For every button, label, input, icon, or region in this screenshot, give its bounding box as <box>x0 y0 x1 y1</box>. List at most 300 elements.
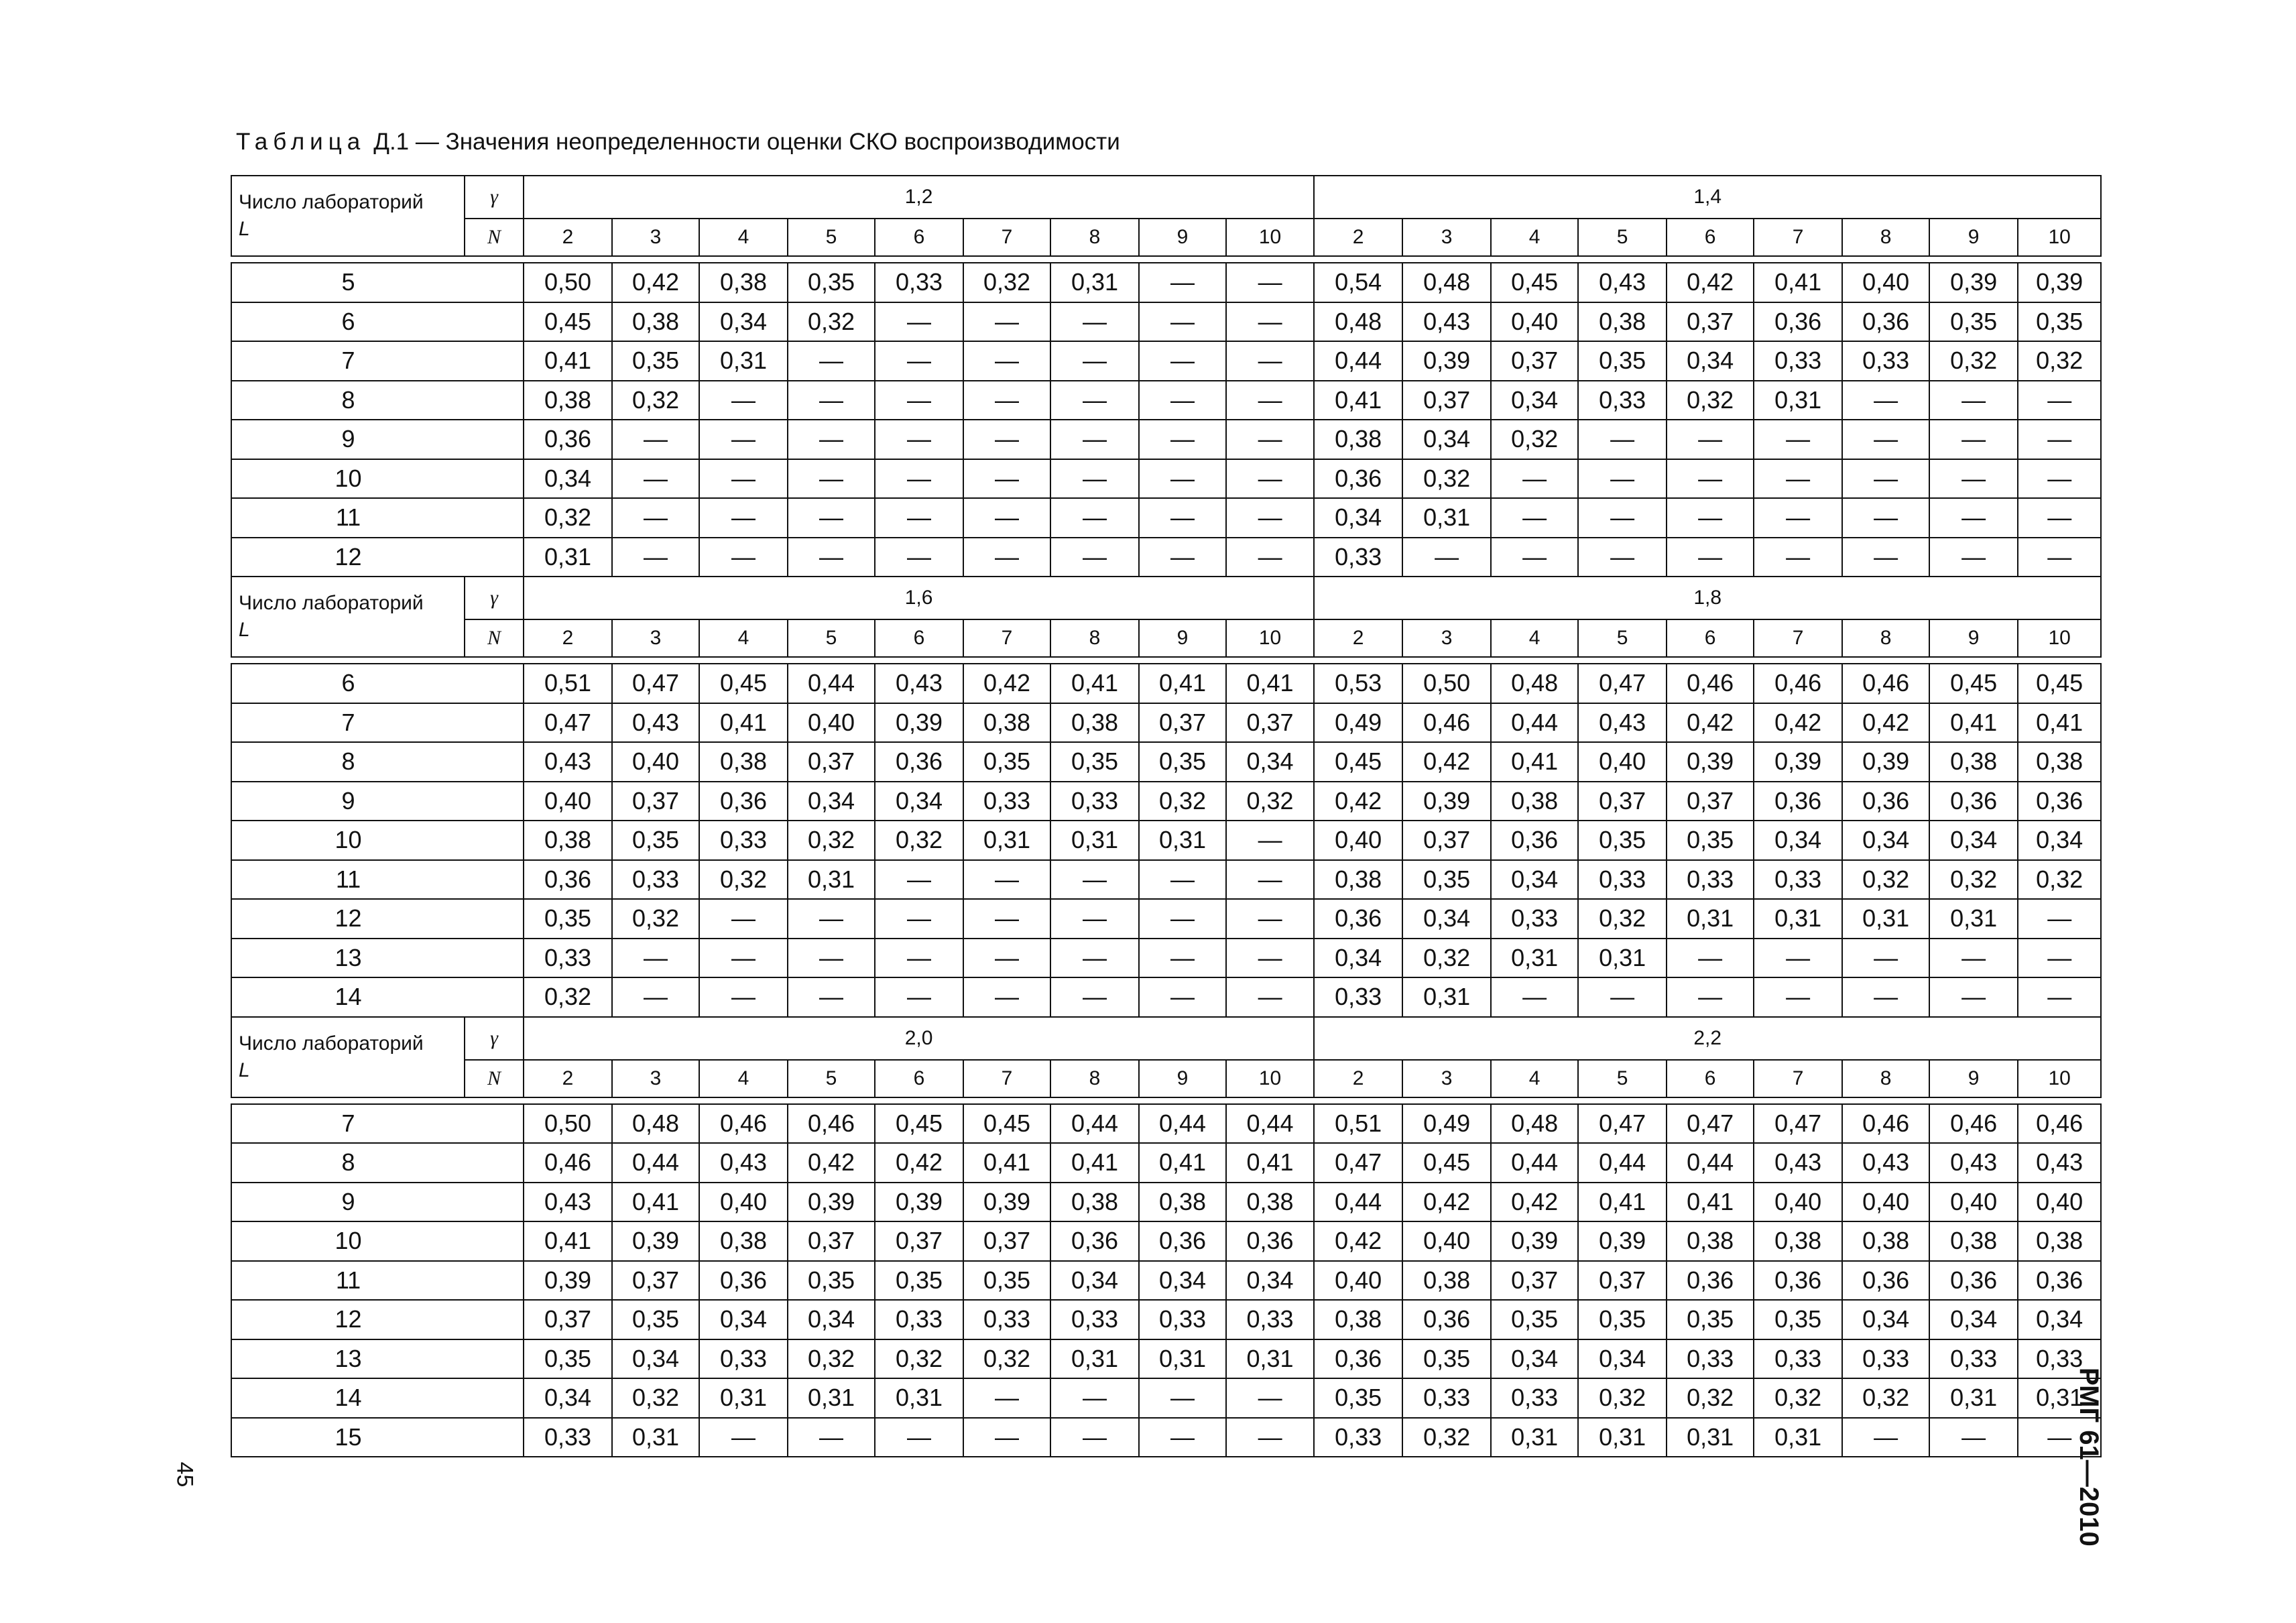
lab-count-pad <box>465 459 524 499</box>
value-cell: 0,36 <box>699 1261 788 1301</box>
value-cell: — <box>1754 939 1842 978</box>
value-cell: 0,36 <box>1314 1339 1402 1379</box>
value-cell: — <box>1050 302 1139 342</box>
document-code: РМГ 61—2010 <box>2074 1368 2104 1547</box>
value-cell: 0,41 <box>2018 703 2101 743</box>
value-cell: 0,32 <box>612 899 699 939</box>
value-cell: — <box>1050 538 1139 577</box>
lab-count-pad <box>465 1104 524 1144</box>
value-cell: 0,41 <box>1050 664 1139 703</box>
value-cell: 0,47 <box>1578 1104 1667 1144</box>
value-cell: 0,46 <box>1754 664 1842 703</box>
value-cell: 0,34 <box>1226 742 1314 782</box>
value-cell: 0,37 <box>1139 703 1226 743</box>
table-caption <box>236 129 1120 156</box>
value-cell: — <box>788 899 875 939</box>
value-cell: 0,38 <box>1314 420 1402 459</box>
value-cell: 0,38 <box>1667 1221 1754 1261</box>
value-cell: — <box>1754 420 1842 459</box>
lab-count-cell: 8 <box>231 381 465 420</box>
value-cell: 0,39 <box>788 1183 875 1222</box>
header-separator <box>231 657 2101 664</box>
n-value: 8 <box>1842 219 1929 256</box>
value-cell: — <box>699 899 788 939</box>
value-cell: 0,32 <box>963 1339 1050 1379</box>
value-cell: 0,35 <box>1578 341 1667 381</box>
value-cell: 0,32 <box>612 1378 699 1418</box>
value-cell: 0,39 <box>1402 782 1491 821</box>
value-cell: 0,32 <box>1929 860 2018 900</box>
value-cell: 0,31 <box>1050 1339 1139 1379</box>
value-cell: 0,41 <box>699 703 788 743</box>
value-cell: 0,46 <box>1402 703 1491 743</box>
value-cell: 0,35 <box>524 1339 612 1379</box>
value-cell: — <box>1842 1418 1929 1457</box>
value-cell: 0,38 <box>1314 860 1402 900</box>
n-value: 10 <box>1226 1060 1314 1097</box>
n-value: 7 <box>963 1060 1050 1097</box>
value-cell: 0,31 <box>1667 899 1754 939</box>
value-cell: 0,33 <box>1491 1378 1578 1418</box>
table-row <box>231 703 2101 743</box>
lab-count-cell: 8 <box>231 742 465 782</box>
lab-count-header <box>231 1017 465 1097</box>
value-cell: 0,35 <box>1754 1300 1842 1339</box>
value-cell: 0,45 <box>699 664 788 703</box>
value-cell: — <box>788 498 875 538</box>
n-value: 4 <box>699 219 788 256</box>
value-cell: 0,41 <box>524 1221 612 1261</box>
value-cell: 0,31 <box>524 538 612 577</box>
value-cell: — <box>1226 498 1314 538</box>
value-cell: 0,33 <box>1050 1300 1139 1339</box>
value-cell: 0,36 <box>875 742 963 782</box>
caption-label: Таблица <box>236 129 366 155</box>
value-cell: 0,45 <box>1314 742 1402 782</box>
value-cell: — <box>1139 538 1226 577</box>
value-cell: 0,38 <box>1754 1221 1842 1261</box>
value-cell: 0,38 <box>699 1221 788 1261</box>
value-cell: 0,43 <box>524 1183 612 1222</box>
value-cell: 0,33 <box>1050 782 1139 821</box>
value-cell: 0,44 <box>1139 1104 1226 1144</box>
value-cell: 0,38 <box>1578 302 1667 342</box>
value-cell: — <box>1139 939 1226 978</box>
value-cell: 0,33 <box>1314 977 1402 1017</box>
value-cell: — <box>875 538 963 577</box>
value-cell: — <box>699 381 788 420</box>
value-cell: 0,40 <box>788 703 875 743</box>
value-cell: 0,37 <box>788 742 875 782</box>
lab-count-cell: 9 <box>231 1183 465 1222</box>
value-cell: 0,46 <box>788 1104 875 1144</box>
table-row <box>231 459 2101 499</box>
caption-text: Д.1 — Значения неопределенности оценки СКО воспроизводимости <box>373 129 1120 155</box>
value-cell: — <box>963 538 1050 577</box>
value-cell: 0,42 <box>963 664 1050 703</box>
gamma-value-left: 1,2 <box>524 176 1314 219</box>
lab-count-pad <box>465 664 524 703</box>
value-cell: 0,42 <box>1667 703 1754 743</box>
value-cell: 0,38 <box>2018 1221 2101 1261</box>
value-cell: 0,49 <box>1314 703 1402 743</box>
value-cell: 0,34 <box>1929 1300 2018 1339</box>
value-cell: — <box>699 498 788 538</box>
gamma-value-right: 1,8 <box>1314 577 2101 619</box>
value-cell: — <box>963 498 1050 538</box>
table-row <box>231 782 2101 821</box>
value-cell: 0,34 <box>1667 341 1754 381</box>
value-cell: 0,39 <box>2018 263 2101 302</box>
value-cell: 0,32 <box>788 302 875 342</box>
value-cell: 0,33 <box>1402 1378 1491 1418</box>
value-cell: 0,39 <box>875 1183 963 1222</box>
value-cell: 0,33 <box>1842 1339 1929 1379</box>
value-cell: — <box>1754 459 1842 499</box>
value-cell: 0,44 <box>1050 1104 1139 1144</box>
lab-count-cell: 6 <box>231 664 465 703</box>
value-cell: 0,35 <box>1314 1378 1402 1418</box>
value-cell: 0,33 <box>524 939 612 978</box>
n-symbol: N <box>465 1060 524 1097</box>
value-cell: — <box>1050 899 1139 939</box>
value-cell: 0,44 <box>612 1143 699 1183</box>
value-cell: — <box>788 381 875 420</box>
value-cell: — <box>875 977 963 1017</box>
value-cell: 0,35 <box>612 341 699 381</box>
n-value: 4 <box>699 619 788 657</box>
value-cell: 0,46 <box>1667 664 1754 703</box>
value-cell: 0,33 <box>875 263 963 302</box>
value-cell: — <box>788 1418 875 1457</box>
value-cell: 0,36 <box>2018 1261 2101 1301</box>
lab-count-pad <box>465 263 524 302</box>
table-container <box>231 175 2100 1457</box>
value-cell: 0,36 <box>1402 1300 1491 1339</box>
value-cell: 0,45 <box>875 1104 963 1144</box>
value-cell: 0,34 <box>2018 821 2101 860</box>
value-cell: — <box>612 977 699 1017</box>
value-cell: 0,39 <box>963 1183 1050 1222</box>
value-cell: 0,46 <box>1842 1104 1929 1144</box>
value-cell: — <box>1226 302 1314 342</box>
value-cell: 0,39 <box>1929 263 2018 302</box>
value-cell: 0,43 <box>1842 1143 1929 1183</box>
value-cell: — <box>1139 459 1226 499</box>
value-cell: 0,33 <box>2018 1339 2101 1379</box>
separator-cell <box>231 657 2101 664</box>
value-cell: — <box>1226 381 1314 420</box>
value-cell: 0,36 <box>524 420 612 459</box>
value-cell: — <box>963 420 1050 459</box>
value-cell: 0,40 <box>1842 263 1929 302</box>
value-cell: 0,41 <box>612 1183 699 1222</box>
value-cell: — <box>963 381 1050 420</box>
value-cell: 0,42 <box>1842 703 1929 743</box>
n-value: 8 <box>1842 619 1929 657</box>
value-cell: — <box>2018 977 2101 1017</box>
value-cell: 0,42 <box>1402 742 1491 782</box>
value-cell: 0,33 <box>963 782 1050 821</box>
lab-count-pad <box>465 498 524 538</box>
value-cell: 0,37 <box>1578 782 1667 821</box>
n-value: 3 <box>1402 219 1491 256</box>
value-cell: 0,33 <box>1842 341 1929 381</box>
lab-count-cell: 7 <box>231 703 465 743</box>
value-cell: — <box>1491 977 1578 1017</box>
value-cell: 0,38 <box>1139 1183 1226 1222</box>
value-cell: — <box>963 341 1050 381</box>
value-cell: 0,36 <box>699 782 788 821</box>
value-cell: 0,31 <box>1491 939 1578 978</box>
value-cell: — <box>963 860 1050 900</box>
value-cell: 0,31 <box>1754 899 1842 939</box>
lab-count-cell: 8 <box>231 1143 465 1183</box>
value-cell: 0,37 <box>875 1221 963 1261</box>
value-cell: — <box>1491 498 1578 538</box>
value-cell: 0,45 <box>963 1104 1050 1144</box>
n-value: 5 <box>1578 219 1667 256</box>
value-cell: — <box>1842 381 1929 420</box>
value-cell: — <box>1491 538 1578 577</box>
value-cell: — <box>1842 498 1929 538</box>
value-cell: 0,36 <box>524 860 612 900</box>
lab-count-cell: 11 <box>231 498 465 538</box>
value-cell: 0,32 <box>963 263 1050 302</box>
value-cell: 0,38 <box>699 263 788 302</box>
value-cell: — <box>963 1378 1050 1418</box>
value-cell: — <box>1050 977 1139 1017</box>
value-cell: 0,48 <box>612 1104 699 1144</box>
value-cell: 0,35 <box>1667 821 1754 860</box>
value-cell: 0,35 <box>963 1261 1050 1301</box>
value-cell: 0,36 <box>1050 1221 1139 1261</box>
header-row-n <box>231 219 2101 256</box>
table-row <box>231 263 2101 302</box>
n-value: 5 <box>1578 619 1667 657</box>
value-cell: 0,31 <box>1929 899 2018 939</box>
value-cell: 0,34 <box>1314 498 1402 538</box>
value-cell: 0,36 <box>1139 1221 1226 1261</box>
n-value: 6 <box>1667 619 1754 657</box>
value-cell: 0,48 <box>1491 1104 1578 1144</box>
n-value: 9 <box>1929 619 2018 657</box>
lab-count-pad <box>465 1339 524 1379</box>
value-cell: 0,44 <box>1667 1143 1754 1183</box>
n-value: 3 <box>1402 1060 1491 1097</box>
table-row <box>231 977 2101 1017</box>
value-cell: 0,46 <box>1842 664 1929 703</box>
value-cell: 0,31 <box>1139 1339 1226 1379</box>
lab-symbol: L <box>239 218 250 240</box>
value-cell: 0,44 <box>1226 1104 1314 1144</box>
value-cell: 0,36 <box>1314 899 1402 939</box>
value-cell: — <box>2018 381 2101 420</box>
lab-count-cell: 10 <box>231 821 465 860</box>
value-cell: — <box>612 538 699 577</box>
value-cell: — <box>1139 381 1226 420</box>
value-cell: 0,39 <box>524 1261 612 1301</box>
value-cell: — <box>612 459 699 499</box>
value-cell: 0,31 <box>1139 821 1226 860</box>
value-cell: 0,51 <box>524 664 612 703</box>
lab-count-pad <box>465 899 524 939</box>
value-cell: — <box>963 1418 1050 1457</box>
value-cell: 0,44 <box>1491 1143 1578 1183</box>
n-value: 9 <box>1139 619 1226 657</box>
value-cell: 0,33 <box>699 1339 788 1379</box>
value-cell: 0,32 <box>1402 1418 1491 1457</box>
n-value: 5 <box>1578 1060 1667 1097</box>
lab-symbol: L <box>239 1059 250 1081</box>
value-cell: 0,37 <box>1491 341 1578 381</box>
value-cell: 0,33 <box>1929 1339 2018 1379</box>
value-cell: — <box>788 459 875 499</box>
value-cell: 0,46 <box>2018 1104 2101 1144</box>
value-cell: 0,40 <box>612 742 699 782</box>
value-cell: — <box>1226 420 1314 459</box>
value-cell: 0,31 <box>1754 381 1842 420</box>
n-value: 6 <box>1667 1060 1754 1097</box>
value-cell: 0,40 <box>1842 1183 1929 1222</box>
value-cell: 0,37 <box>612 782 699 821</box>
table-row <box>231 742 2101 782</box>
n-value: 4 <box>1491 619 1578 657</box>
value-cell: 0,39 <box>1754 742 1842 782</box>
value-cell: 0,54 <box>1314 263 1402 302</box>
table-row <box>231 939 2101 978</box>
lab-count-label: Число лабораторий <box>239 191 424 213</box>
table-row <box>231 1378 2101 1418</box>
value-cell: 0,36 <box>2018 782 2101 821</box>
value-cell: 0,35 <box>788 263 875 302</box>
value-cell: — <box>699 1418 788 1457</box>
value-cell: 0,46 <box>699 1104 788 1144</box>
lab-count-cell: 11 <box>231 1261 465 1301</box>
n-value: 7 <box>1754 1060 1842 1097</box>
value-cell: 0,34 <box>1139 1261 1226 1301</box>
value-cell: 0,45 <box>1402 1143 1491 1183</box>
lab-count-cell: 11 <box>231 860 465 900</box>
n-value: 6 <box>875 1060 963 1097</box>
value-cell: — <box>1139 860 1226 900</box>
n-value: 6 <box>875 619 963 657</box>
value-cell: 0,35 <box>1402 1339 1491 1379</box>
value-cell: 0,42 <box>1402 1183 1491 1222</box>
value-cell: 0,32 <box>1667 1378 1754 1418</box>
n-value: 4 <box>699 1060 788 1097</box>
n-value: 2 <box>524 619 612 657</box>
value-cell: 0,32 <box>1929 341 2018 381</box>
value-cell: 0,33 <box>1314 538 1402 577</box>
value-cell: 0,35 <box>612 1300 699 1339</box>
value-cell: 0,44 <box>788 664 875 703</box>
n-value: 8 <box>1050 619 1139 657</box>
lab-count-cell: 12 <box>231 899 465 939</box>
value-cell: — <box>1929 459 2018 499</box>
value-cell: 0,50 <box>524 263 612 302</box>
value-cell: 0,37 <box>1578 1261 1667 1301</box>
gamma-symbol: γ <box>465 1017 524 1060</box>
value-cell: 0,36 <box>1929 1261 2018 1301</box>
lab-count-pad <box>465 821 524 860</box>
value-cell: — <box>1929 538 2018 577</box>
table-row <box>231 498 2101 538</box>
value-cell: 0,41 <box>1491 742 1578 782</box>
value-cell: 0,40 <box>1314 1261 1402 1301</box>
n-value: 10 <box>1226 619 1314 657</box>
value-cell: 0,47 <box>1314 1143 1402 1183</box>
value-cell: — <box>963 459 1050 499</box>
value-cell: — <box>875 420 963 459</box>
header-separator <box>231 256 2101 263</box>
value-cell: 0,34 <box>699 302 788 342</box>
n-value: 10 <box>2018 619 2101 657</box>
value-cell: 0,32 <box>788 1339 875 1379</box>
n-value: 9 <box>1929 1060 2018 1097</box>
value-cell: — <box>963 977 1050 1017</box>
value-cell: 0,34 <box>788 1300 875 1339</box>
table-row <box>231 1300 2101 1339</box>
value-cell: — <box>788 977 875 1017</box>
lab-count-pad <box>465 420 524 459</box>
value-cell: — <box>875 381 963 420</box>
value-cell: 0,31 <box>1491 1418 1578 1457</box>
value-cell: 0,40 <box>1754 1183 1842 1222</box>
n-value: 2 <box>1314 1060 1402 1097</box>
lab-count-cell: 7 <box>231 1104 465 1144</box>
value-cell: 0,33 <box>1754 860 1842 900</box>
n-value: 3 <box>1402 619 1491 657</box>
value-cell: 0,41 <box>1754 263 1842 302</box>
value-cell: 0,37 <box>1402 821 1491 860</box>
value-cell: 0,39 <box>1491 1221 1578 1261</box>
value-cell: 0,34 <box>875 782 963 821</box>
value-cell: 0,32 <box>1491 420 1578 459</box>
value-cell: 0,32 <box>1667 381 1754 420</box>
value-cell: 0,31 <box>699 1378 788 1418</box>
value-cell: — <box>875 498 963 538</box>
n-symbol: N <box>465 219 524 256</box>
value-cell: 0,33 <box>1667 860 1754 900</box>
lab-count-cell: 12 <box>231 1300 465 1339</box>
n-value: 2 <box>524 1060 612 1097</box>
value-cell: 0,36 <box>1667 1261 1754 1301</box>
value-cell: 0,33 <box>612 860 699 900</box>
value-cell: — <box>1578 538 1667 577</box>
value-cell: 0,35 <box>1139 742 1226 782</box>
value-cell: — <box>875 341 963 381</box>
value-cell: 0,47 <box>1667 1104 1754 1144</box>
n-value: 10 <box>1226 219 1314 256</box>
lab-count-header <box>231 577 465 657</box>
value-cell: 0,34 <box>1050 1261 1139 1301</box>
value-cell: — <box>1139 498 1226 538</box>
value-cell: — <box>1578 977 1667 1017</box>
value-cell: — <box>875 899 963 939</box>
lab-count-pad <box>465 381 524 420</box>
value-cell: 0,53 <box>1314 664 1402 703</box>
n-value: 4 <box>1491 219 1578 256</box>
value-cell: 0,38 <box>1929 742 2018 782</box>
value-cell: 0,42 <box>1314 782 1402 821</box>
value-cell: 0,32 <box>875 821 963 860</box>
value-cell: 0,31 <box>612 1418 699 1457</box>
value-cell: 0,34 <box>1491 381 1578 420</box>
table-row <box>231 860 2101 900</box>
n-value: 9 <box>1139 1060 1226 1097</box>
value-cell: 0,36 <box>1754 1261 1842 1301</box>
